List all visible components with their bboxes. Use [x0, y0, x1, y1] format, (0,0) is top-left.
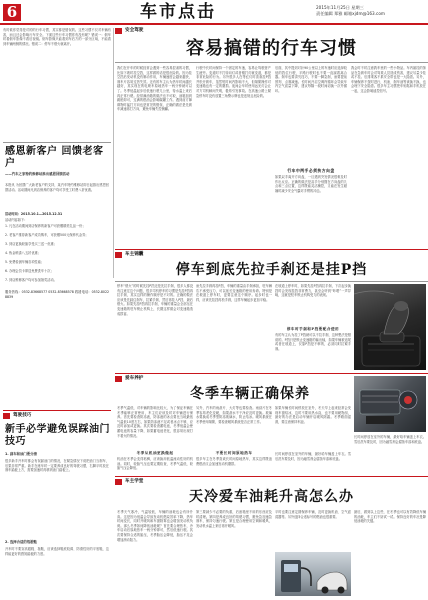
bottom-col-1: 冬季天气寒冷，气温较低，车辆的油耗也会有所升高。这是因为低温会导致发动机燃烧效率下降，热车时间变长，同时开暖风和车窗除雾也会增加发动机负荷。那么冬季如何降低油耗呢？首先要合理热车，冷车启动后原地热车一两分钟即可，然后低速行驶。其次要保持合适的胎压，冬季胎压会降低，胎压不足会增加滚动阻力。	[117, 510, 193, 542]
list-item: 5. 免费检测车辆各项性能；	[5, 260, 45, 264]
date-line: 2015年11月25日 星期三	[316, 5, 364, 10]
list-item: 2. 老客户推荐新客户成功购车，可获赠500元保养代金券；	[5, 233, 89, 237]
list-item: 1. 凡在活动期间到店保养的新客户可获赠精美礼品一份；	[5, 224, 86, 228]
winter-col-1: 冬季气温低，对车辆的影响比较大，为了保证车辆在冬季能够正常使用，车主们应该及时对车辆进行保养。首先要检查防冻液，防冻液的冰点要比当地最低气温低10度左右，如果防冻液不足或者冰点不够，应及时添加或更换。其次要检查蓄电池，冬季低温会使蓄电池的容量下降，如果蓄电池老化，很容易出现打不着火的情况。	[117, 406, 193, 438]
section-rule	[115, 373, 428, 374]
divider	[113, 28, 114, 278]
mid-col-3: 在坡道上停车时，如果先挂P挡再拉手刹，下次起步换挡时会发现挂挡非常费力，甚至会听到“咔嗒”一声异响，这就是驻车锁止机构受力的表现。	[275, 284, 351, 298]
promo-time: 活动时间：2015.10.1—2015.12.31	[5, 212, 63, 216]
section-title: 车市点击	[140, 2, 216, 22]
headline-mid: 停车到底先拉手刹还是挂P挡	[175, 262, 368, 278]
top-col-4: 我会时不时注意我车里的一些小物品。车内悬挂的饰品在急刹车时会对驾乘人员造成伤害，建议尽量少挂或不挂。后排乘客不系安全带也是一大隐患。另外，车辆保养不按时进行，机油、刹车油等该换不换，也会埋下安全隐患。很多车主习惯把车钥匙和手机放在一起，这会影响遥控信号。	[351, 66, 426, 93]
box-text: 如果双手离开方向盘，一旦遇到突发情况很难及时作出反应。正确的做法是双手分别握在方向盘的九点和三点位置，这样既能灵活操控，又能在发生碰撞时减少安全气囊对手臂的冲击。	[275, 175, 347, 193]
winter-col-2: 另外，汽车的雨刮片、大灯等也要检查。雨刮片在冬季容易老化变硬，如果刮水不干净应及时更换。玻璃水要换成冬季型防冻玻璃水，防止结冰。暖风系统在冬季使用频繁，要检查暖风系统是否正常工作。	[196, 406, 272, 424]
top-section-header	[115, 27, 428, 35]
divider	[115, 62, 428, 63]
mid-col-3b: 有的车主认为挂了P挡就可以不拉手刹，这种想法是错误的。P挡只是锁止变速箱的输出轴，如果车辆被追尾或者在坡道上，仅靠P挡是不够的，必须同时拉紧手刹。	[275, 333, 351, 351]
editor-line: 责任编辑 郑雅 邮箱xjdm@163.com	[316, 10, 385, 16]
list-item: 3. 到店更换轮胎享受买三送一优惠；	[5, 242, 57, 246]
headline-winter: 冬季车辆正确保养	[190, 386, 310, 402]
bottom-col-3: 平时也要注意定期保养车辆，及时更换机油、空气滤清器等。另外选择合适标号的燃油也很重要。	[275, 510, 351, 519]
engine-icon	[354, 376, 426, 432]
section-label	[3, 412, 111, 420]
winter-col-3: 如果车辆长时间停放在室外，冬天早上起来经常会发现车窗结冰，这时不要用热水浇，也不要用硬物刮，最好的办法是启动车辆开启暖风除霜。冬季路面湿滑，要注意保持车距。	[275, 406, 351, 424]
promo-body: 本报讯 为回馈广大新老客户的支持，某汽车特约维修站即日起推出感恩回馈活动。活动期间凡到店保养的客户均可享受工时费八折优惠。	[5, 183, 109, 192]
section-label-text: 安全驾驶	[125, 28, 144, 33]
page-number: 6	[3, 4, 21, 21]
divider	[115, 281, 428, 282]
section-label	[115, 251, 235, 259]
section-label	[115, 375, 235, 383]
winter-col-2b: 很多车主在冬季喜欢长时间原地热车，其实这样既浪费燃油又会加速发动机磨损。	[196, 457, 272, 466]
section-label-text: 驾驶技巧	[13, 413, 32, 418]
section-label	[115, 27, 428, 35]
winter-subhead: 冬季从机油更换做起	[136, 451, 174, 455]
box-title: 行车中两手必须扶方向盘	[287, 168, 335, 173]
section-label-text: 爱车养护	[125, 376, 144, 381]
mid-subhead: 停车时手刹和P挡要配合使用	[286, 327, 340, 331]
list-item: 7. 到店维修客户均可参加抽奖活动。	[5, 278, 57, 282]
gear-shifter-photo	[354, 284, 426, 370]
top-col-3: 后面，其中提到对针90公里以上的车速时应选择较低的挡位行驶，平路行驶时也不要一直踩着离合器。刹车也要讲究技巧，不要一脚急刹，而要提前预判、点刹减速。长时间开启空调内循环会导致车内空气质量下降，建议每隔一段时间切换一次外循环。	[275, 66, 347, 93]
left-bottom-sub-2: 2. 选择合适的驾驶鞋	[5, 540, 37, 544]
masthead-meta	[316, 5, 426, 17]
divider	[3, 142, 111, 143]
section-label-text: 车主学堂	[125, 479, 144, 484]
promo-list	[5, 224, 109, 287]
left-bottom-body-2: 开车时不要穿高跟鞋、拖鞋，应该选择鞋底较薄、防滑性好的平底鞋，这样能更好的感知踏板的力度。	[5, 547, 109, 556]
left-bottom-sub: 1. 刹车和油门要分清	[5, 452, 37, 456]
fuel-pump-photo	[275, 552, 351, 596]
fuel-pump-icon	[275, 552, 351, 596]
mid-col-2: 而先拉手刹再挂P挡，车辆的重量由手刹承担，驻车棘爪不承受压力，可以延长变速箱的使用寿命。特别是在坡道上停车时，更要注意这个顺序。起步时也一样，应该先挂挡再松手刹，这样车辆起步更加平稳。	[196, 284, 272, 302]
promo-subheadline: ——汽车之家特约维修站推出感恩回馈活动	[5, 172, 70, 176]
gear-shifter-icon	[354, 284, 426, 370]
list-item: 4. 钣金喷漆八五折优惠；	[5, 251, 41, 255]
left-bottom-body: 很多新手开车时都会有误踩油门的情况，在紧急情况下误把油门当刹车，后果非常严重。新手在练车时一定要养成良好的驾驶习惯，右脚平时放在刹车踏板上方，需要加速时再移到油门踏板上。	[5, 459, 109, 473]
winter-subhead-2: 不要长时间原地热车	[215, 451, 253, 455]
left-bottom-headline: 新手必学避免误踩油门技巧	[5, 424, 110, 447]
mid-col-1: 停车“熄火”的时候先挂P挡还是先拉手刹，很多人都没有注意过这个问题，很多司机停车的习惯是先挂P挡再拉手刹，其实这样的操作顺序是不对的。正确的做法应该是先踩住刹车，拉紧手刹，然后再挂入P挡，最后熄火。如果先挂P挡再拉手刹，车辆的重量会全部压在变速箱的驻车锁止机构上，长期这样做会对变速箱造成损害。	[117, 284, 193, 316]
section-label	[115, 478, 235, 486]
masthead-rule	[0, 23, 428, 25]
winter-col-3b: 长时间停放在室外的车辆，最好给车辆盖上车衣。雪后洗车要及时，因为融雪剂会腐蚀车漆和底盘。	[275, 452, 351, 461]
promo-phones: 服务热线：0532-83668577 0532-83668578 救援电话：0532-80228839	[5, 290, 109, 299]
masthead	[0, 0, 428, 24]
bottom-col-2: 第三要减少不必要的负重，后备箱里不用的东西应及时清理。第四是养成良好的驾驶习惯，避免急加速急刹车，保持匀速行驶。第五是合理使用空调和暖风，发动机水温上来后再开暖风。	[196, 510, 272, 528]
top-intro: 有时候你觉得是对的的行车习惯，其实都是错误的。这些习惯不仅对车辆有害，而且还会影响行车安全。下面这些行车习惯你有没有呢？错误一：倒车时看倒车影像不看后视镜。倒车影像只能看到车后方的一部分区域，不能看到车辆两侧的情况。错误二：停车不熄火就离开。	[3, 28, 111, 46]
section-rule	[115, 249, 428, 250]
promo-headline: 感恩新客户 回馈老客户	[5, 146, 104, 169]
promo-content-label: 活动内容如下：	[5, 218, 28, 222]
engine-photo	[354, 376, 426, 432]
list-item: 6. 办理会员卡即送免费洗车十次；	[5, 269, 54, 273]
section-label-text: 车主锦囊	[125, 252, 144, 257]
bottom-col-4: 最后，做到以上这些，在冬季也可以有效降低车辆的油耗，车主们不妨试一试。保持良好的车况是降低油耗的关键。	[354, 510, 426, 524]
top-col-2: 行驶中长时间保持一个固定的车速，容易让驾驶者产生疲劳。变道时不打转向灯或者刚打灯就变道，都是非常危险的行为。另外很多人在等红灯时喜欢挂P挡并松开刹车，虽然短时间内影响不大，但频繁操作对变速箱也有一定的磨损。夜间会车时使用远光灯会让对方司机瞬间失明，极易引发事故。在高速公路上紧急停车时没有放置三角警示牌也是违规且危险的。	[196, 66, 271, 98]
winter-col-4: 长时间停放在室外的车辆，最好给车辆盖上车衣。雪后洗车要及时，因为融雪剂会腐蚀车漆和底盘。	[354, 435, 426, 444]
section-rule	[3, 410, 111, 411]
winter-col-1b: 机油在冬季会变得粘稠，应该换用低温流动性好的机油。同时，轮胎气压也要定期检查，冬季气温低，轮胎气压会降低。	[117, 457, 193, 471]
section-rule	[115, 476, 428, 477]
headline-bottom: 天冷爱车油耗升高怎么办	[189, 489, 354, 505]
headline-top: 容易搞错的行车习惯	[186, 38, 357, 59]
top-col-1: 我们在开车的时候经常会遇到一些容易混淆的习惯，比如下坡时挂空挡，这样做的话是很危险的。因为挂空挡后发动机没有制动作用，车辆速度会越来越快，刹车片容易过热失效。还有的车主认为热车时间越长越好，其实现在的电喷车原地热车一两分钟就可以了。冬季低温起步后低速行驶几公里，待水温上来后再正常行驶。经常满油箱的做法也不可取，油箱加到跳枪即可，过满的燃油会影响碳罐工作。遇到前方障碍物时猛打方向也是常见的错误，正确的做法是先刹车减速再打方向，避免车辆失控侧翻。	[117, 66, 192, 112]
